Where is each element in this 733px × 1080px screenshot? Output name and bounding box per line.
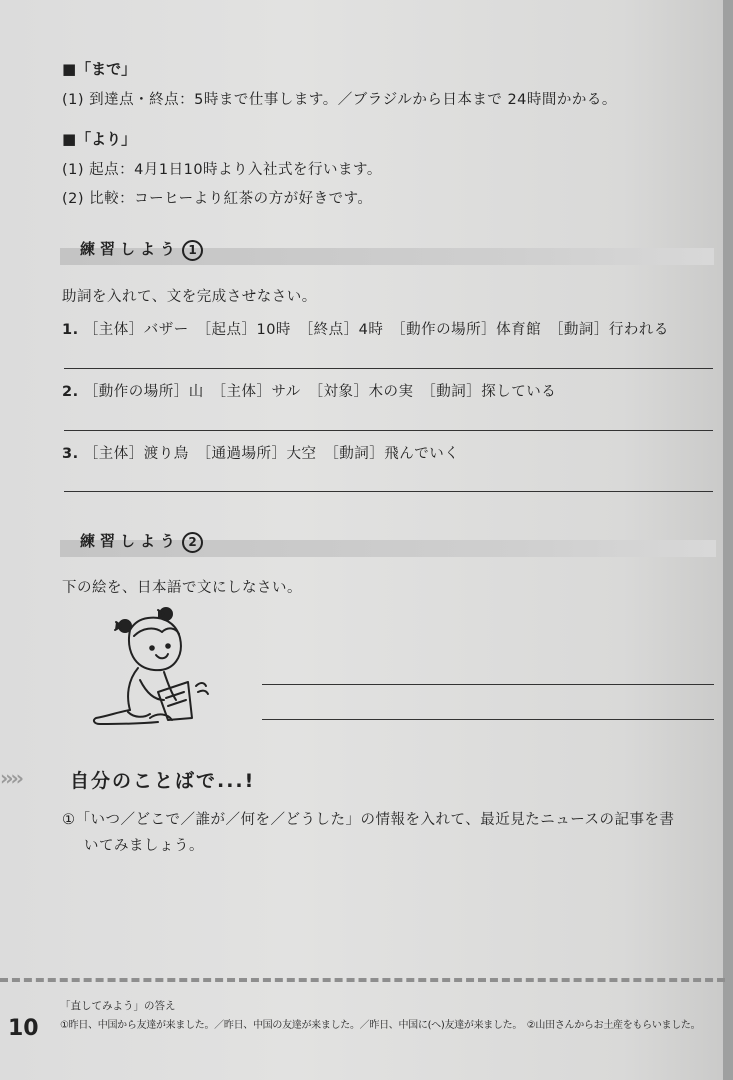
yori-line-1: (1) 起点：4月1日10時より入社式を行います。	[62, 162, 382, 178]
jibun-title: 自分のことばで...!	[70, 770, 256, 792]
yori-line-2: (2) 比較：コーヒーより紅茶の方が好きです。	[62, 191, 373, 207]
answer-line-1[interactable]	[64, 368, 713, 369]
answers-line: ①昨日、中国から友達が来ました。／昨日、中国の友達が来ました。／昨日、中国に(へ)友達が来ました。 ②山田さんからお土産をもらいました。	[60, 1020, 701, 1031]
picture-answer-line-1[interactable]	[262, 684, 714, 685]
picture-answer-line-2[interactable]	[262, 719, 714, 720]
practice-1-number: 1	[182, 240, 203, 261]
exercise-text: ［動作の場所］山 ［主体］サル ［対象］木の実 ［動詞］探している	[83, 384, 557, 400]
chevron-arrows-icon: ››››	[0, 766, 21, 790]
exercise-number: 3.	[62, 446, 79, 462]
practice-2-number: 2	[182, 532, 203, 553]
practice-2-title-text: 練習しよう	[80, 532, 181, 550]
practice-1-title-text: 練習しよう	[80, 240, 181, 258]
made-heading: ■「まで」	[62, 60, 137, 78]
page-number: 10	[8, 1016, 39, 1041]
made-line-1: (1) 到達点・終点：5時まで仕事します。／ブラジルから日本まで 24時間かかる。	[62, 92, 617, 108]
jibun-line-2: いてみましょう。	[84, 838, 204, 854]
exercise-text: ［主体］バザー ［起点］10時 ［終点］4時 ［動作の場所］体育館 ［動詞］行われる	[83, 322, 669, 338]
exercise-number: 2.	[62, 384, 79, 400]
practice-2-title	[80, 530, 203, 553]
exercise-item-2	[62, 380, 556, 401]
answer-line-3[interactable]	[64, 491, 713, 492]
answers-heading: 「直してみよう」の答え	[60, 1000, 176, 1012]
girl-reading-illustration	[88, 600, 218, 735]
practice-1-instruction: 助詞を入れて、文を完成させなさい。	[62, 289, 317, 305]
practice-2-instruction: 下の絵を、日本語で文にしなさい。	[62, 580, 302, 596]
exercise-item-1	[62, 318, 669, 339]
practice-1-title	[80, 238, 203, 261]
exercise-text: ［主体］渡り鳥 ［通過場所］大空 ［動詞］飛んでいく	[83, 446, 460, 462]
answer-line-2[interactable]	[64, 430, 713, 431]
dashed-divider	[0, 978, 725, 982]
exercise-number: 1.	[62, 322, 79, 338]
page-edge	[723, 0, 733, 1080]
yori-heading: ■「より」	[62, 130, 137, 148]
jibun-line-1: ①「いつ／どこで／誰が／何を／どうした」の情報を入れて、最近見たニュースの記事を書	[62, 812, 675, 828]
exercise-item-3	[62, 442, 459, 463]
